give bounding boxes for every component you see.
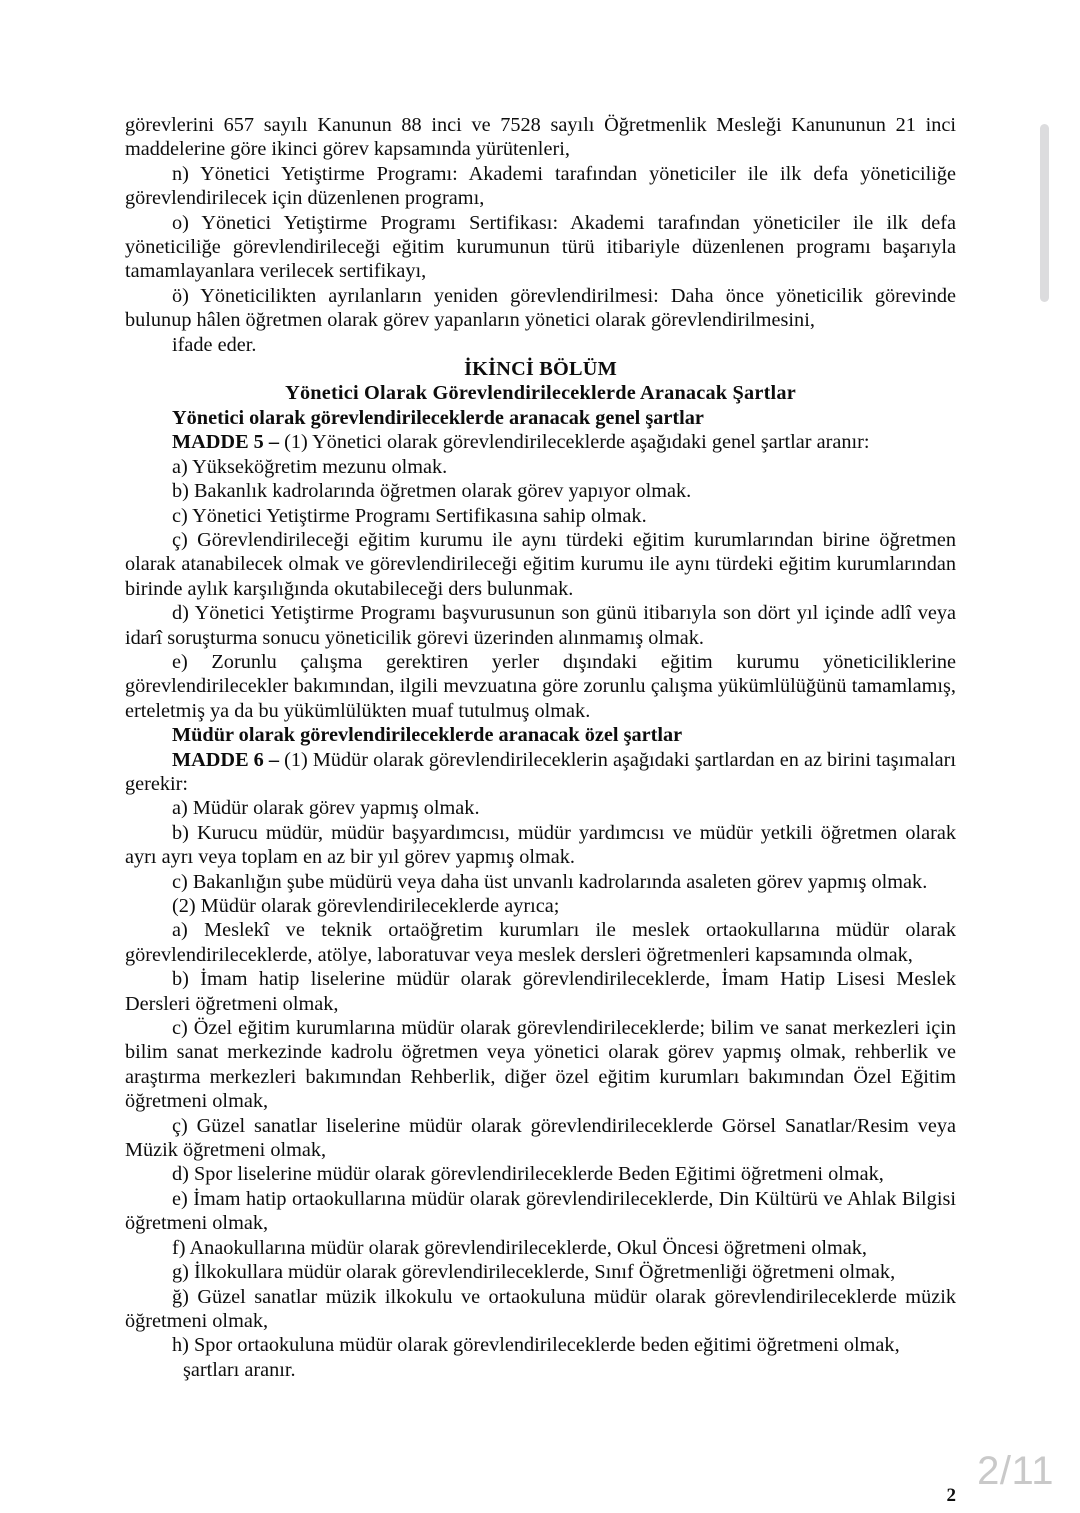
paragraph-ifade-eder: ifade eder. [172,333,257,356]
paragraph-m6-2-e: e) İmam hatip ortaokullarına müdür olarak görevlendirileceklerde, Din Kültürü ve Ahlak Bilgisi öğretmeni olmak, [125,1187,956,1235]
paragraph-m5-e: e) Zorunlu çalışma gerektiren yerler dışındaki eğitim kurumu yöneticiliklerine görevlendirilecekler bakımından, ilgili mevzuatına göre zorunlu çalışma yükümlülüğünü tamamlamış, erteletmiş ya da bu yükümlülükten muaf tutulmuş olmak. [125,650,956,722]
scrollbar-thumb[interactable] [1040,124,1049,302]
page-indicator: 2/11 [977,1449,1054,1493]
paragraph-m6-c: c) Bakanlığın şube müdürü veya daha üst unvanlı kadrolarında asaleten görev yapmış olmak. [172,870,928,893]
paragraph-madde5 [125,430,956,454]
paragraph-m6-2-c: c) Özel eğitim kurumlarına müdür olarak görevlendirileceklerde; bilim ve sanat merkezleri için bilim sanat merkezinde kadrolu öğretmen veya yönetici olarak görev yapmış olmak, rehberlik ve araştırma merkezleri bakımından Rehberlik, diğer özel eğitim kurumları bakımından Özel Eğitim öğretmeni olmak, [125,1017,956,1113]
paragraph-m6-2-f: f) Anaokullarına müdür olarak görevlendirileceklerde, Okul Öncesi öğretmeni olmak, [172,1236,867,1259]
paragraph-m6-2-h: h) Spor ortaokuluna müdür olarak görevlendirileceklerde beden eğitimi öğretmeni olmak, [172,1334,900,1357]
paragraph-m6-2-cc: ç) Güzel sanatlar liselerine müdür olarak görevlendirileceklerde Görsel Sanatlar/Resim veya Müzik öğretmeni olmak, [125,1114,956,1162]
paragraph-m6-2-b: b) İmam hatip liselerine müdür olarak görevlendirileceklerde, İmam Hatip Lisesi Meslek Dersleri öğretmeni olmak, [125,968,956,1015]
paragraph-definition-oo: ö) Yöneticilikten ayrılanların yeniden görevlendirilmesi: Daha önce yöneticilik görevinde bulunup hâlen öğretmen olarak görev yapanların yönetici olarak görevlendirilmesini, [125,284,956,332]
paragraph-m5-c: c) Yönetici Yetiştirme Programı Sertifikasına sahip olmak. [172,504,647,527]
paragraph-madde6 [125,748,956,797]
paragraph-intro-continuation: görevlerini 657 sayılı Kanunun 88 inci ve 7528 sayılı Öğretmenlik Mesleği Kanununun 21 inci maddelerine göre ikinci görev kapsamında yürütenleri, [125,114,956,161]
paragraph-m6-2-g: g) İlkokullara müdür olarak görevlendirileceklerde, Sınıf Öğretmenliği öğretmeni olmak, [172,1261,896,1284]
paragraph-m6-2-a: a) Meslekî ve teknik ortaöğretim kurumları ile meslek ortaokullarına müdür olarak görevlendirileceklerde, atölye, laboratuvar veya meslek dersleri öğretmenleri kapsamında olmak, [125,919,956,966]
paragraph-m6-2-gg: ğ) Güzel sanatlar müzik ilkokulu ve ortaokuluna müdür olarak görevlendirileceklerde müzik öğretmeni olmak, [125,1285,956,1332]
paragraph-m6-closing: şartları aranır. [183,1358,296,1381]
paragraph-m5-a: a) Yükseköğretim mezunu olmak. [172,455,448,478]
heading-ikinci-bolum: İKİNCİ BÖLÜM [464,358,617,381]
paragraph-m6-2-d: d) Spor liselerine müdür olarak görevlendirileceklerde Beden Eğitimi öğretmeni olmak, [172,1163,884,1186]
paragraph-definition-o: o) Yönetici Yetiştirme Programı Sertifikası: Akademi tarafından yöneticiler ile ilk defa yöneticiliğe görevlendirileceği eğitim kurumunun türü itibariyle düzenlenen programı başarıyla tamamlayanlara verilecek sertifikayı, [125,211,956,283]
paragraph-definition-n: n) Yönetici Yetiştirme Programı: Akademi tarafından yöneticiler ile ilk defa yöneticiliğe görevlendirilecek için düzenlenen programı, [125,162,956,210]
paragraph-m5-b: b) Bakanlık kadrolarında öğretmen olarak görev yapıyor olmak. [172,480,692,503]
paragraph-m6-a: a) Müdür olarak görev yapmış olmak. [172,797,480,820]
madde5-text: (1) Yönetici olarak görevlendirileceklerde aşağıdaki genel şartlar aranır: [284,431,870,454]
page-number-footer: 2 [946,1485,956,1506]
scrollbar-track[interactable] [1064,0,1080,1513]
madde6-text: (1) Müdür olarak görevlendirileceklerin aşağıdaki şartlardan en az birini taşımaları gerekir: [125,748,956,795]
paragraph-m5-cc: ç) Görevlendirileceği eğitim kurumu ile aynı türdeki eğitim kurumlarından birine öğretmen olarak atanabilecek olmak ve görevlendirileceği eğitim kurumu ile aynı türdeki eğitim kurumlarından birinde aylık karşılığında okutabileceği ders bulunmak. [125,528,956,600]
madde5-label: MADDE 5 – [172,431,285,454]
madde6-label: MADDE 6 – [172,748,285,771]
heading-madde5-title: Yönetici olarak görevlendirileceklerde aranacak genel şartlar [172,406,704,429]
document-text-column [125,113,956,1506]
paragraph-m5-d: d) Yönetici Yetiştirme Programı başvurusunun son günü itibarıyla son dört yıl içinde adlî veya idarî soruşturma sonucu yöneticilik görevi üzerinden alınmamış olmak. [125,602,956,649]
heading-madde6-title: Müdür olarak görevlendirileceklerde aranacak özel şartlar [172,724,683,747]
paragraph-m6-b: b) Kurucu müdür, müdür başyardımcısı, müdür yardımcısı ve müdür yetkili öğretmen olarak ayrı ayrı veya toplam en az bir yıl görev yapmış olmak. [125,821,956,869]
paragraph-m6-fikra2: (2) Müdür olarak görevlendirileceklerde ayrıca; [172,895,560,917]
heading-bolum-subtitle: Yönetici Olarak Görevlendirileceklerde Aranacak Şartlar [285,382,796,405]
